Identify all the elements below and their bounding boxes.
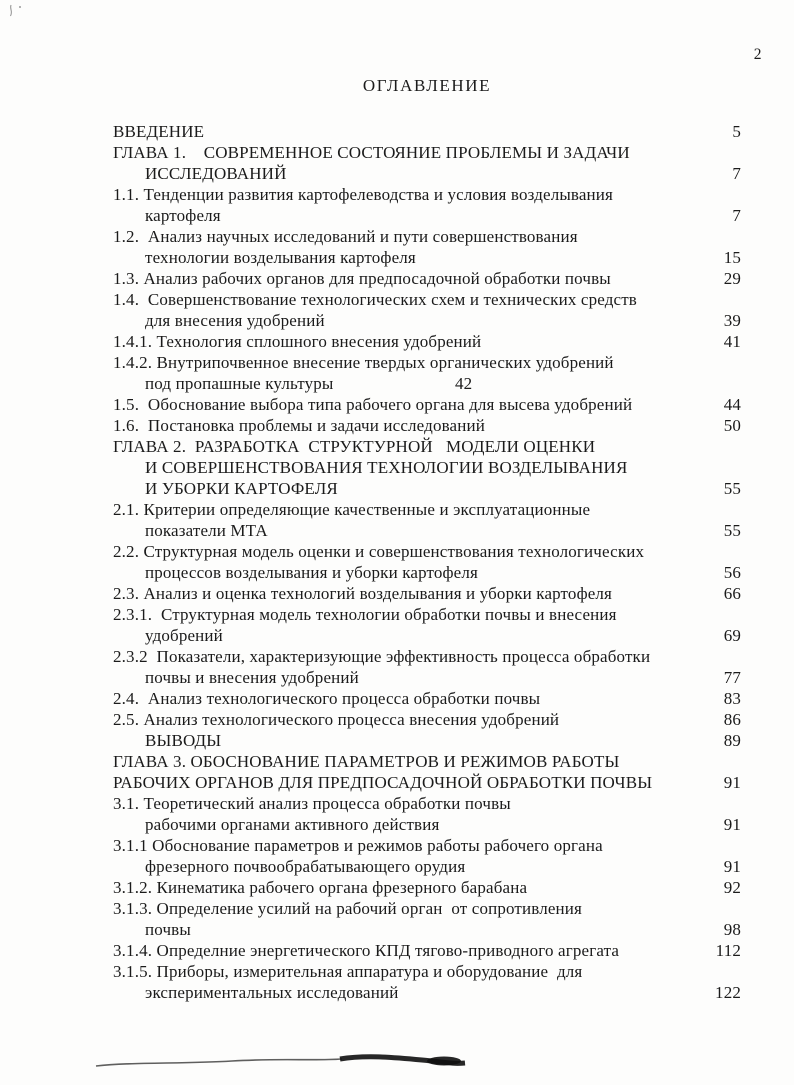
toc-line — [113, 415, 741, 436]
toc-line — [113, 730, 741, 751]
toc-entry — [113, 604, 741, 646]
toc-text: И СОВЕРШЕНСТВОВАНИЯ ТЕХНОЛОГИИ ВОЗДЕЛЫВАНИЯ — [145, 458, 628, 477]
toc-text: 2.2. Структурная модель оценки и совершенствования технологических — [113, 542, 645, 561]
toc-line — [113, 499, 741, 520]
toc-entry — [113, 646, 741, 688]
toc-line — [113, 940, 741, 961]
toc-text: ГЛАВА 2. РАЗРАБОТКА СТРУКТУРНОЙ МОДЕЛИ ОЦЕНКИ — [113, 437, 596, 456]
toc-page-number: 77 — [723, 668, 741, 687]
toc-page-number: 55 — [723, 521, 741, 540]
toc-text: 1.3. Анализ рабочих органов для предпосадочной обработки почвы — [113, 269, 611, 288]
toc-line — [113, 457, 741, 478]
toc-page-number: 66 — [723, 584, 741, 603]
toc-page-number: 44 — [723, 395, 741, 414]
scan-artifact-bottom — [92, 1048, 472, 1074]
toc-line — [113, 646, 741, 667]
toc-line — [113, 751, 741, 772]
toc-line — [113, 709, 741, 730]
toc-text: под пропашные культуры — [145, 374, 334, 393]
toc-entry — [113, 793, 741, 835]
toc-page-number: 7 — [732, 206, 741, 225]
toc-line — [113, 247, 741, 268]
toc-page-number: 41 — [723, 332, 741, 351]
toc-text: экспериментальных исследований — [145, 983, 399, 1002]
toc-line — [113, 121, 741, 142]
toc-page-number: 91 — [723, 815, 741, 834]
toc-title: ОГЛАВЛЕНИЕ — [362, 76, 492, 95]
toc-text: процессов возделывания и уборки картофеля — [145, 563, 478, 582]
toc-text: 3.1.2. Кинематика рабочего органа фрезерного барабана — [113, 878, 528, 897]
toc-text: 2.3. Анализ и оценка технологий возделывания и уборки картофеля — [113, 584, 613, 603]
toc-line — [113, 352, 741, 373]
toc-line — [113, 877, 741, 898]
toc-text: 1.2. Анализ научных исследований и пути совершенствования — [113, 227, 578, 246]
toc-line — [113, 310, 741, 331]
toc-text: ИССЛЕДОВАНИЙ — [145, 164, 287, 183]
toc-line — [113, 520, 741, 541]
toc-text: ГЛАВА 3. ОБОСНОВАНИЕ ПАРАМЕТРОВ И РЕЖИМОВ РАБОТЫ — [113, 752, 620, 771]
toc-line — [113, 961, 741, 982]
toc-entry — [113, 688, 741, 709]
toc-page-number: 42 — [455, 374, 473, 393]
toc-page-number: 56 — [723, 563, 741, 582]
toc-page-number: 91 — [723, 773, 741, 792]
toc-line — [113, 562, 741, 583]
toc-text: рабочими органами активного действия — [145, 815, 440, 834]
toc-text: 1.6. Постановка проблемы и задачи исследований — [113, 416, 485, 435]
toc-line — [113, 793, 741, 814]
toc-line — [113, 667, 741, 688]
toc-line — [113, 205, 741, 226]
toc-line — [113, 814, 741, 835]
toc-entry — [113, 121, 741, 142]
toc-entry — [113, 142, 741, 184]
toc-line — [113, 268, 741, 289]
toc-text: 2.3.1. Структурная модель технологии обработки почвы и внесения — [113, 605, 617, 624]
toc-line — [113, 856, 741, 877]
toc-text: показатели МТА — [145, 521, 268, 540]
toc-line — [113, 982, 741, 1003]
toc-line — [113, 898, 741, 919]
toc-text: для внесения удобрений — [145, 311, 325, 330]
toc-line — [113, 373, 741, 394]
toc-list — [113, 121, 741, 1003]
toc-text: 1.1. Тенденции развития картофелеводства и условия возделывания — [113, 185, 614, 204]
toc-text: ВВЕДЕНИЕ — [113, 122, 205, 141]
toc-text: ГЛАВА 1. СОВРЕМЕННОЕ СОСТОЯНИЕ ПРОБЛЕМЫ И ЗАДАЧИ — [113, 143, 630, 162]
toc-line — [113, 163, 741, 184]
toc-text: 3.1.3. Определение усилий на рабочий орган от сопротивления — [113, 899, 582, 918]
toc-entry — [113, 730, 741, 751]
toc-entry — [113, 289, 741, 331]
toc-line — [113, 625, 741, 646]
toc-entry — [113, 436, 741, 499]
toc-page-number: 122 — [715, 983, 741, 1002]
toc-entry — [113, 415, 741, 436]
toc-page-number: 5 — [732, 122, 741, 141]
toc-page-number: 92 — [723, 878, 741, 897]
toc-line — [113, 226, 741, 247]
toc-entry — [113, 541, 741, 583]
toc-page-number: 29 — [723, 269, 741, 288]
toc-entry — [113, 184, 741, 226]
toc-line — [113, 142, 741, 163]
page-number: 2 — [753, 46, 762, 63]
toc-entry — [113, 898, 741, 940]
toc-page-number: 86 — [723, 710, 741, 729]
toc-text: ВЫВОДЫ — [145, 731, 222, 750]
toc-line — [113, 583, 741, 604]
toc-page-number: 89 — [723, 731, 741, 750]
toc-line — [113, 289, 741, 310]
toc-page-number: 112 — [715, 941, 741, 960]
toc-line — [113, 688, 741, 709]
toc-entry — [113, 499, 741, 541]
toc-text: почвы и внесения удобрений — [145, 668, 359, 687]
toc-entry — [113, 583, 741, 604]
toc-text: РАБОЧИХ ОРГАНОВ ДЛЯ ПРЕДПОСАДОЧНОЙ ОБРАБОТКИ ПОЧВЫ — [113, 773, 653, 792]
toc-entry — [113, 226, 741, 268]
scan-artifact-top-left — [4, 2, 30, 22]
toc-line — [113, 919, 741, 940]
toc-page-number: 39 — [723, 311, 741, 330]
toc-text: 2.1. Критерии определяющие качественные и эксплуатационные — [113, 500, 591, 519]
toc-text: 1.4.1. Технология сплошного внесения удобрений — [113, 332, 482, 351]
toc-page-number: 98 — [723, 920, 741, 939]
toc-text: 2.5. Анализ технологического процесса внесения удобрений — [113, 710, 560, 729]
toc-text: 2.3.2 Показатели, характеризующие эффективность процесса обработки — [113, 647, 651, 666]
toc-page-number: 50 — [723, 416, 741, 435]
toc-entry — [113, 877, 741, 898]
toc-line — [113, 436, 741, 457]
toc-page-number: 83 — [723, 689, 741, 708]
toc-text: удобрений — [145, 626, 223, 645]
toc-line — [113, 835, 741, 856]
toc-entry — [113, 835, 741, 877]
toc-text: технологии возделывания картофеля — [145, 248, 416, 267]
toc-text: 2.4. Анализ технологического процесса обработки почвы — [113, 689, 541, 708]
toc-text: 3.1.4. Определние энергетического КПД тягово-приводного агрегата — [113, 941, 620, 960]
toc-page-number: 69 — [723, 626, 741, 645]
toc-page-number: 15 — [723, 248, 741, 267]
toc-entry — [113, 961, 741, 1003]
toc-text: картофеля — [145, 206, 221, 225]
toc-line — [113, 331, 741, 352]
toc-text: фрезерного почвообрабатывающего орудия — [145, 857, 466, 876]
toc-text: 3.1.1 Обоснование параметров и режимов работы рабочего органа — [113, 836, 603, 855]
toc-entry — [113, 331, 741, 352]
toc-entry — [113, 709, 741, 730]
toc-entry — [113, 268, 741, 289]
toc-line — [113, 394, 741, 415]
toc-entry — [113, 394, 741, 415]
toc-text: 1.4. Совершенствование технологических схем и технических средств — [113, 290, 637, 309]
toc-line — [113, 604, 741, 625]
toc-line — [113, 184, 741, 205]
toc-text: 1.5. Обоснование выбора типа рабочего органа для высева удобрений — [113, 395, 633, 414]
toc-entry — [113, 352, 741, 394]
toc-line — [113, 772, 741, 793]
toc-page-number: 55 — [723, 479, 741, 498]
toc-text: 3.1.5. Приборы, измерительная аппаратура и оборудование для — [113, 962, 583, 981]
toc-entry — [113, 940, 741, 961]
toc-text: 1.4.2. Внутрипочвенное внесение твердых органических удобрений — [113, 353, 614, 372]
toc-text: И УБОРКИ КАРТОФЕЛЯ — [145, 479, 338, 498]
toc-text: почвы — [145, 920, 191, 939]
toc-line — [113, 541, 741, 562]
toc-entry — [113, 751, 741, 793]
toc-text: 3.1. Теоретический анализ процесса обработки почвы — [113, 794, 511, 813]
toc-page-number: 91 — [723, 857, 741, 876]
toc-page-number: 7 — [732, 164, 741, 183]
toc-line — [113, 478, 741, 499]
